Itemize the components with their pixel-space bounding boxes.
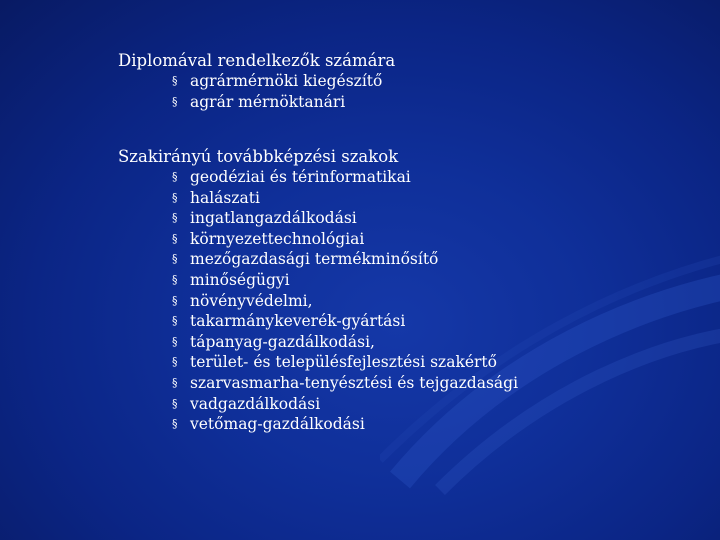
list-item: § terület- és településfejlesztési szakértő <box>172 353 497 372</box>
list-item: § halászati <box>172 188 260 207</box>
bullet-list <box>118 71 395 112</box>
bullet-icon: § <box>172 231 178 245</box>
list-item: § takarmánykeverék-gyártási <box>172 312 406 331</box>
section-postgraduate-programs <box>118 146 518 435</box>
list-item: § tápanyag-gazdálkodási, <box>172 332 375 351</box>
list-item: § szarvasmarha-tenyésztési és tejgazdasági <box>172 373 519 392</box>
bullet-icon: § <box>172 190 178 204</box>
section-title: Szakirányú továbbképzési szakok <box>118 147 399 166</box>
list-item: § geodéziai és térinformatikai <box>172 168 411 186</box>
list-item: § ingatlangazdálkodási <box>172 209 357 228</box>
bullet-icon: § <box>172 94 178 108</box>
list-item: § növényvédelmi, <box>172 291 313 310</box>
bullet-icon: § <box>172 252 178 266</box>
bullet-icon: § <box>172 334 178 348</box>
list-item: § vetőmag-gazdálkodási <box>172 415 365 434</box>
list-item: § környezettechnológiai <box>172 229 365 248</box>
list-item: § agrár mérnöktanári <box>172 92 346 111</box>
section-title: Diplomával rendelkezők számára <box>118 51 396 70</box>
bullet-icon: § <box>172 293 178 307</box>
bullet-icon: § <box>172 314 178 328</box>
list-item: § agrármérnöki kiegészítő <box>172 72 383 90</box>
bullet-icon: § <box>172 355 178 369</box>
list-item: § minőségügyi <box>172 270 290 289</box>
list-item: § vadgazdálkodási <box>172 394 321 413</box>
bullet-icon: § <box>172 211 178 225</box>
bullet-icon: § <box>172 417 178 431</box>
bullet-icon: § <box>172 170 178 183</box>
bullet-icon: § <box>172 272 178 286</box>
list-item: § mezőgazdasági termékminősítő <box>172 250 439 269</box>
bullet-list <box>118 167 518 435</box>
bullet-icon: § <box>172 375 178 389</box>
bullet-icon: § <box>172 396 178 410</box>
section-graduates <box>118 50 395 112</box>
bullet-icon: § <box>172 74 178 87</box>
